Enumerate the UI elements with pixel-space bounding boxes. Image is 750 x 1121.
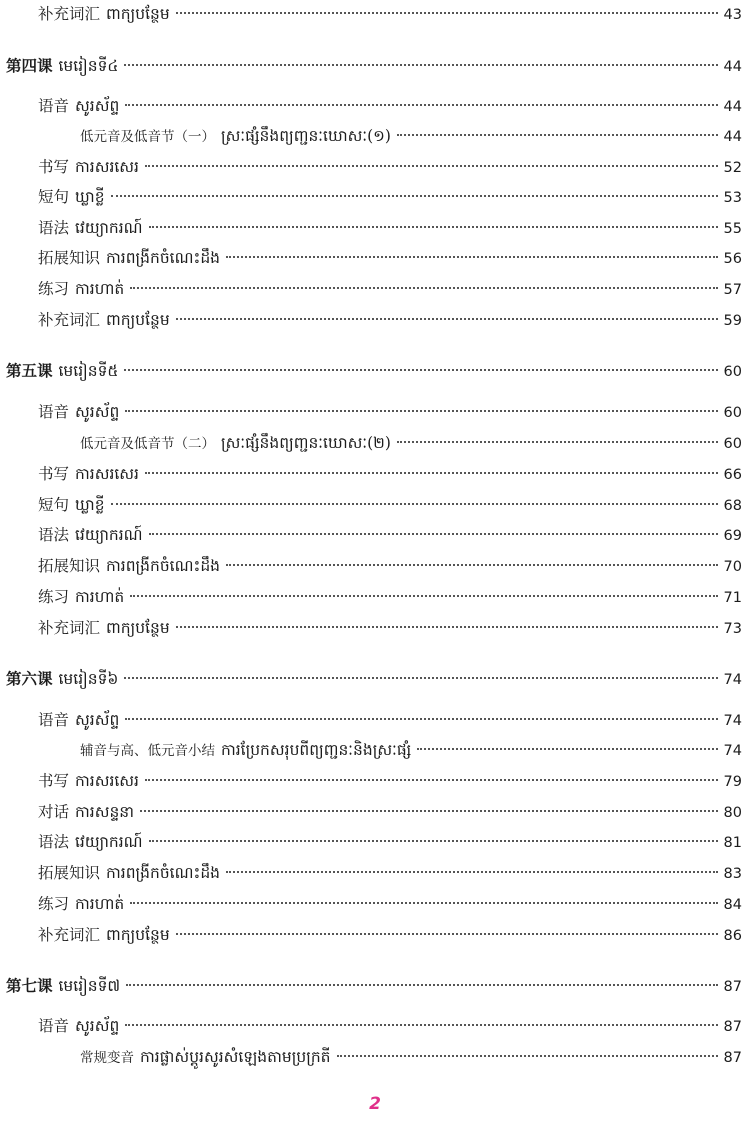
toc-entry	[38, 1014, 742, 1038]
toc-chinese-title: 第五课	[6, 361, 53, 380]
toc-lesson-heading	[6, 54, 742, 78]
toc-entry	[38, 94, 742, 118]
dot-leader	[125, 104, 717, 106]
page-number: 2	[369, 1094, 381, 1114]
toc-entry	[38, 769, 742, 793]
dot-leader	[149, 226, 718, 228]
toc-lesson-heading	[6, 974, 742, 998]
dot-leader	[125, 410, 717, 412]
dot-leader	[176, 318, 718, 320]
toc-page-number: 60	[723, 436, 742, 452]
toc-chinese-title: 拓展知识	[38, 864, 101, 882]
toc-khmer-title: ការពង្រីកចំណេះដឹង	[106, 249, 220, 267]
toc-khmer-title: ការហាត់	[75, 280, 125, 298]
toc-chinese-title: 第六课	[6, 669, 53, 688]
dot-leader	[176, 933, 718, 935]
toc-khmer-title: មេរៀនទី៦	[58, 670, 119, 688]
dot-leader	[397, 441, 718, 443]
toc-khmer-title: ស្រៈផ្សំនឹងព្យញ្ជនៈឃោសៈ(១)	[221, 127, 391, 145]
toc-chinese-title: 拓展知识	[38, 557, 101, 575]
toc-page-number: 56	[723, 251, 742, 267]
toc-page-number: 86	[723, 928, 742, 944]
dot-leader	[124, 677, 717, 679]
toc-chinese-title: 辅音与高、低元音小结	[80, 743, 215, 759]
dot-leader	[124, 64, 717, 66]
toc-chinese-title: 语音	[38, 711, 70, 729]
toc-subentry	[80, 738, 742, 762]
toc-entry	[38, 861, 742, 885]
toc-subentry	[80, 431, 742, 455]
toc-khmer-title: ការផ្លាស់ប្តូរសូរសំឡេងតាមប្រក្រតី	[140, 1048, 331, 1066]
toc-khmer-title: សូរស័ព្ទ	[75, 1017, 120, 1035]
dot-leader	[125, 1024, 717, 1026]
toc-khmer-title: ការហាត់	[75, 895, 125, 913]
toc-chinese-title: 练习	[38, 280, 70, 298]
toc-entry	[38, 462, 742, 486]
toc-khmer-title: សូរស័ព្ទ	[75, 711, 120, 729]
toc-khmer-title: ឃ្លាខ្លី	[75, 188, 105, 206]
toc-page-number: 80	[723, 805, 742, 821]
toc-page-number: 87	[723, 1050, 742, 1066]
toc-page-number: 81	[723, 835, 742, 851]
toc-khmer-title: ឃ្លាខ្លី	[75, 496, 105, 514]
toc-entry	[38, 400, 742, 424]
toc-entry	[38, 2, 742, 26]
toc-page-number: 69	[723, 528, 742, 544]
dot-leader	[145, 165, 718, 167]
toc-page-number: 60	[723, 364, 742, 380]
toc-chinese-title: 语法	[38, 219, 70, 237]
toc-chinese-title: 常规变音	[80, 1050, 134, 1066]
toc-chinese-title: 短句	[38, 188, 70, 206]
dot-leader	[145, 779, 718, 781]
toc-chinese-title: 练习	[38, 895, 70, 913]
toc-page-number: 87	[723, 979, 742, 995]
toc-chinese-title: 拓展知识	[38, 249, 101, 267]
dot-leader	[149, 840, 718, 842]
toc-khmer-title: ពាក្យបន្ថែម	[106, 5, 170, 23]
toc-page-number: 68	[723, 498, 742, 514]
toc-page-number: 44	[723, 129, 742, 145]
dot-leader	[226, 871, 718, 873]
toc-chinese-title: 语法	[38, 833, 70, 851]
toc-subentry	[80, 124, 742, 148]
toc-khmer-title: មេរៀនទី៥	[58, 362, 119, 380]
toc-chinese-title: 低元音及低音节（一）	[80, 129, 215, 145]
toc-entry	[38, 246, 742, 270]
toc-page-number: 66	[723, 467, 742, 483]
toc-entry	[38, 616, 742, 640]
toc-entry	[38, 216, 742, 240]
dot-leader	[126, 984, 717, 986]
toc-page-number: 44	[723, 59, 742, 75]
toc-khmer-title: ការសរសេរ	[75, 772, 139, 790]
toc-khmer-title: សូរស័ព្ទ	[75, 403, 120, 421]
toc-page-number: 44	[723, 99, 742, 115]
toc-page-number: 59	[723, 313, 742, 329]
toc-entry	[38, 554, 742, 578]
dot-leader	[111, 195, 718, 197]
toc-page-number: 43	[723, 7, 742, 23]
toc-page-number: 84	[723, 897, 742, 913]
toc-page-number: 74	[723, 672, 742, 688]
toc-khmer-title: វេយ្យាករណ៍	[75, 526, 143, 544]
toc-entry	[38, 308, 742, 332]
toc-page-number: 55	[723, 221, 742, 237]
toc-chinese-title: 补充词汇	[38, 5, 101, 23]
toc-chinese-title: 低元音及低音节（二）	[80, 436, 215, 452]
toc-khmer-title: សូរស័ព្ទ	[75, 97, 120, 115]
toc-chinese-title: 第七课	[6, 976, 53, 995]
dot-leader	[417, 748, 717, 750]
dot-leader	[145, 472, 718, 474]
toc-page-number: 71	[723, 590, 742, 606]
toc-chinese-title: 书写	[38, 772, 70, 790]
toc-lesson-heading	[6, 667, 742, 691]
toc-page-number: 70	[723, 559, 742, 575]
toc-khmer-title: ពាក្យបន្ថែម	[106, 926, 170, 944]
toc-khmer-title: មេរៀនទី៤	[58, 57, 119, 75]
toc-khmer-title: ការសរសេរ	[75, 158, 139, 176]
toc-khmer-title: មេរៀនទី៧	[58, 977, 121, 995]
toc-chinese-title: 第四课	[6, 56, 53, 75]
toc-page-number: 60	[723, 405, 742, 421]
toc-khmer-title: ការប្រែកសរុបពីព្យញ្ជនៈនិងស្រៈផ្សំ	[221, 741, 412, 759]
toc-khmer-title: ពាក្យបន្ថែម	[106, 619, 170, 637]
toc-page-number: 73	[723, 621, 742, 637]
toc-khmer-title: វេយ្យាករណ៍	[75, 833, 143, 851]
dot-leader	[226, 564, 718, 566]
toc-entry	[38, 277, 742, 301]
toc-entry	[38, 800, 742, 824]
toc-chinese-title: 语音	[38, 97, 70, 115]
toc-khmer-title: ការសរសេរ	[75, 465, 139, 483]
dot-leader	[397, 134, 718, 136]
toc-page-number: 57	[723, 282, 742, 298]
dot-leader	[111, 503, 718, 505]
toc-page-number: 74	[723, 743, 742, 759]
toc-entry	[38, 155, 742, 179]
toc-page-number: 53	[723, 190, 742, 206]
toc-entry	[38, 585, 742, 609]
dot-leader	[337, 1055, 718, 1057]
dot-leader	[149, 533, 718, 535]
toc-chinese-title: 补充词汇	[38, 926, 101, 944]
toc-page-number: 74	[723, 713, 742, 729]
toc-entry	[38, 923, 742, 947]
toc-entry	[38, 830, 742, 854]
toc-page-number: 83	[723, 866, 742, 882]
toc-chinese-title: 练习	[38, 588, 70, 606]
toc-entry	[38, 523, 742, 547]
toc-khmer-title: ពាក្យបន្ថែម	[106, 311, 170, 329]
toc-chinese-title: 语音	[38, 1017, 70, 1035]
toc-khmer-title: ការពង្រីកចំណេះដឹង	[106, 864, 220, 882]
toc-chinese-title: 语音	[38, 403, 70, 421]
dot-leader	[140, 810, 717, 812]
toc-chinese-title: 对话	[38, 803, 70, 821]
toc-page-number: 52	[723, 160, 742, 176]
toc-page-number: 79	[723, 774, 742, 790]
toc-entry	[38, 708, 742, 732]
toc-chinese-title: 补充词汇	[38, 311, 101, 329]
toc-chinese-title: 补充词汇	[38, 619, 101, 637]
toc-page-number: 87	[723, 1019, 742, 1035]
dot-leader	[176, 12, 718, 14]
toc-khmer-title: ការហាត់	[75, 588, 125, 606]
toc-khmer-title: ការពង្រីកចំណេះដឹង	[106, 557, 220, 575]
toc-khmer-title: វេយ្យាករណ៍	[75, 219, 143, 237]
toc-chinese-title: 语法	[38, 526, 70, 544]
toc-entry	[38, 493, 742, 517]
toc-khmer-title: ស្រៈផ្សំនឹងព្យញ្ជនៈឃោសៈ(២)	[221, 434, 391, 452]
dot-leader	[130, 287, 717, 289]
dot-leader	[226, 256, 718, 258]
dot-leader	[130, 902, 717, 904]
toc-chinese-title: 书写	[38, 158, 70, 176]
toc-subentry	[80, 1045, 742, 1069]
dot-leader	[130, 595, 717, 597]
dot-leader	[124, 369, 717, 371]
toc-khmer-title: ការសន្ទនា	[75, 803, 135, 821]
toc-chinese-title: 短句	[38, 496, 70, 514]
toc-chinese-title: 书写	[38, 465, 70, 483]
dot-leader	[125, 718, 717, 720]
toc-entry	[38, 185, 742, 209]
dot-leader	[176, 626, 718, 628]
toc-lesson-heading	[6, 359, 742, 383]
toc-entry	[38, 892, 742, 916]
